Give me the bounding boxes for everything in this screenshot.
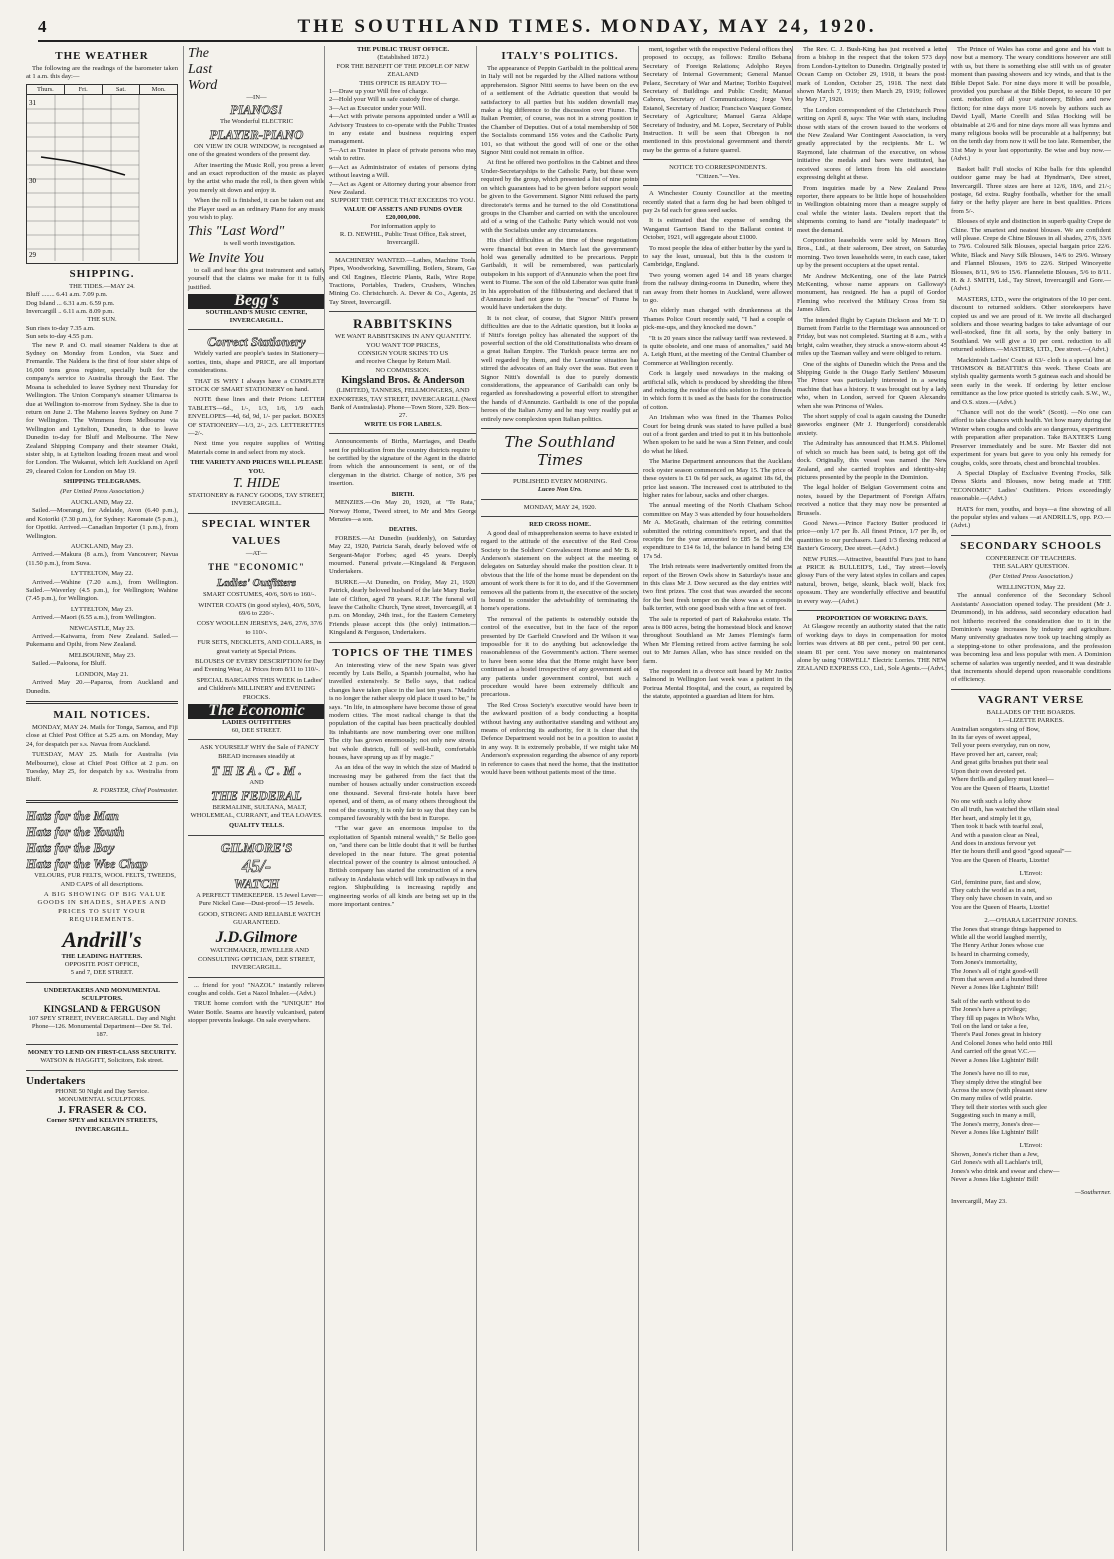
envoi-heading: L'Envoi: [1019, 1142, 1043, 1150]
poem-line: And Colonel Jones who held onto Hill [951, 1039, 1053, 1047]
economic-at: —AT— [245, 549, 268, 557]
news-paragraph: To most people the idea of either butter by the yard is, to say the least, unusual, but this is the custom in Cambridge, England. [643, 244, 793, 269]
poem-line: The Jones's merry, Jones's dree— [951, 1120, 1040, 1128]
news-paragraph: "It is 20 years since the railway tariff was reviewed. It is quite obsolete, and one mass of anomalies," said Mr A. Leigh Hunt, at the meeting of the Central Chamber of Commerce at Wellington recently. [643, 334, 793, 367]
gilmore-price: 45/- [242, 855, 271, 876]
news-paragraph: A Winchester County Councillor at the meeting recently stated that a farm dog he had been obliged to pay 2s 6d each for grass seed sacks. [643, 190, 793, 214]
economic-logo: The Economic [188, 704, 325, 718]
poem-line: Australian songsters sing of Bow, [951, 725, 1040, 733]
machinery-ad: MACHINERY WANTED.—Lathes, Machine Tools, Pipes, Woodworking, Sawmilling, Boilers, Steam, Gas and Oil Engines, Electric Plants, Rails, Wire Rope, Tractions, Portables, Traders, Crushers, Winches, Mining Co. Christchurch. A. Dever & Co., Agents, 29 Tay Street, Invercargill. [329, 256, 477, 306]
death-notice: BURKE.—At Dunedin, on Friday, May 21, 1920, Patrick, dearly beloved husband of the late Mary Burke, late of Clifton, aged 78 years. R.I.P. The funeral will leave the Catholic Church, Tyne street, Invercargill, at 1 p.m. on Monday, 24th inst., for the Eastern Cemetery. Friends please accept this (the only) intimation.—Kingsland & Ferguson, Undertakers. [329, 578, 477, 637]
poem-line: Never a Jones like Lightnin' Bill! [951, 1056, 1039, 1064]
telegram-place: LONDON, May 21. [75, 670, 129, 678]
poem-line: There's Paul Jones great in history [951, 1031, 1042, 1039]
rabbitskins-line: CONSIGN YOUR SKINS TO US [357, 350, 449, 357]
poem-line: Is heard in charming comedy, [951, 950, 1030, 958]
tide-row: Dog Island ... 6.31 a.m. 6.59 p.m. [26, 299, 115, 307]
fraser-firm: J. FRASER & CO. [57, 1104, 147, 1117]
mail-item: MONDAY, MAY 24. Mails for Tonga, Samoa, and Fiji close at Chief Post Office at 5.25 a.m. on Monday, May 24, for despatch per s.s. Navua from Auckland. [26, 723, 178, 748]
news-paragraph: An Irishman who was fined in the Thames Police Court for being drunk was stated to have pulled a bush out of a front garden and tried to put it in his buttonhole. When spoken to he said he was a Sinn Feiner, and could do what he liked. [643, 414, 793, 455]
hide-logo: T. HIDE [232, 476, 281, 491]
news-paragraph: The Rev. C. J. Bush-King has just received a letter from a bishop in the respect that the token 573 days from London-Lyttelton to Dunedin. Originally posted in Ocean Camp on October 29, 1918, it bears the post-mark of London, October 25, 1918. The next date shown March 7, 1919; then March 29, 1919; followed by May 17, 1920. [797, 46, 947, 104]
pianos-heading: PIANOS! [230, 102, 283, 118]
acm-goods: BERMALINE, SULTANA, MALT, WHOLEMEAL, CURRANT, and TEA LOAVES. [190, 803, 323, 819]
leader-paragraph: The Red Cross Society's executive would have been in the awkward position of a body conducting a hospital without having any authoritative standing and without any means of enforcing its authority, for it is clear that the Defence Department would not be in a position to assist it in any way. It is extremely probable, if we might take Mr Anderson's expression regarding the absence of any reports in reference to cases that need the home, that the institution would have been without patients most of the time. [481, 701, 639, 777]
poem-line: The Henry Arthur Jones whose cue [951, 942, 1044, 950]
column-6 [792, 46, 951, 1551]
page-number: 4 [38, 17, 47, 36]
economic-line: BLOUSES OF EVERY DESCRIPTION for Day and Evening Wear, At Prices from 8/11 to 110/-. [193, 658, 324, 674]
masthead [38, 14, 1096, 42]
telegram-text: Arrived.—Wahine (7.20 a.m.), from Wellington. Sailed.—Waverley (4.5 p.m.), for Wellington; Wahine (7.45 p.m.), for Wellington. [26, 578, 178, 603]
beggs-sub: SOUTHLAND'S MUSIC CENTRE, INVERCARGILL. [205, 308, 308, 324]
weather-intro: The following are the readings of the barometer taken at 1 a.m. this day:— [26, 65, 178, 81]
column-7 [946, 46, 1111, 1551]
poem-line: On many miles of wild prairie. [951, 1095, 1033, 1103]
unique-ad: TRUE home comfort with the "UNIQUE" Hot Water Bottle. Seams are heavily vulcanised, patent stopper prevents leakage. On sale everywhere. [188, 1000, 325, 1025]
hats-line: Hats for the Boy [26, 840, 115, 856]
topics-paragraph: An interesting view of the new Spain was given recently by Luis Bello, a Spanish journalist, who has travelled extensively. Sr Bello says, that radical changes have taken place in the last ten years. "Madrid is no longer the rather sleepy old place it used to be," he says. "In life, in atmosphere have become those of great modern cities. The most radical change is that the population of the capital has been practically doubled. Its inhabitants are now numbering over one million. The city has grown enormously; not only new streets, but whole districts, full of well-built, comfortable houses, have sprung up as if by magic." [329, 661, 477, 762]
columns [26, 46, 1111, 1551]
rabbitskins-firm: Kingsland Bros. & Anderson [341, 375, 465, 387]
gilmore-heading: GILMORE'S [220, 839, 293, 855]
telegram-place: NEWCASTLE, May 23. [69, 624, 135, 632]
poem-line: In its far eyes of sweet appeal, [951, 734, 1032, 742]
economic-heading: Ladies' Outfitters [216, 577, 297, 590]
acm-and: AND [249, 779, 264, 787]
newspaper-title: THE SOUTHLAND TIMES. MONDAY, MAY 24, 1920. [297, 16, 877, 37]
published-line: PUBLISHED EVERY MORNING. [512, 478, 608, 486]
notices-intro: Announcements of Births, Marriages, and Deaths sent for publication from the country districts require to be certified by the signature of the Agent in the district from which the announcement is sent, or of the clergyman in the district. Charge of notice, 3/6 per insertion. [329, 438, 477, 488]
acm-name: THE FEDERAL [211, 787, 302, 803]
tides-heading: THE TIDES.—MAY 24. [69, 282, 135, 290]
schools-sub: THE SALARY QUESTION. [992, 563, 1070, 571]
stationery-body: NOTE these lines and their Prices: LETTER TABLETS—6d., 1/-, 1/3, 1/6, 1/9 each. ENVELOPES—4d, 6d, 9d, 1/- per packet. BOXES OF STATIONERY—1/3, 2/-, 2/3. LETTERETTES—2/-. [188, 396, 325, 437]
piano-body: ON VIEW IN OUR WINDOW, is recognised as one of the greatest wonders of the present day. [188, 142, 325, 159]
piano-title-line: Last [188, 62, 213, 77]
poem-line: Salt of the earth without to do [951, 997, 1030, 1005]
poem-line: You are the Queen of Hearts, Lizette! [951, 903, 1050, 911]
telegram-text: Arrived.—Maori (6.55 a.m.), from Wellington. [32, 614, 156, 622]
day-label: Sat. [102, 85, 140, 94]
correspondents-reply: "Citizen."—Yes. [696, 172, 740, 180]
rabbitskins-line: NO COMMISSION. [375, 366, 431, 374]
news-paragraph: The intended flight by Captain Dickson and Mr T. D. Burnett from Fairlie to the Hermitage was announced on Friday, but was not completed. Starting at 8 a.m., with a bright, calm weather, they struck a snow-storm about 45 miles up the Tasman valley and were obliged to return. [797, 316, 947, 358]
day-label: Mon. [139, 85, 177, 94]
verse-sub: BALLADES OF THE BOARDS. [986, 708, 1076, 716]
poem-line: Her heart, and simply let it go, [951, 814, 1032, 822]
telegram-place: LYTTELTON, May 22. [70, 570, 134, 578]
stationery-heading: Correct Stationery [207, 334, 306, 350]
shipping-heading: SHIPPING. [69, 267, 135, 280]
public-trust-item: 5—Act as Trustee in place of private persons who may wish to retire. [329, 146, 477, 163]
advert-paragraph: The Prince of Wales has come and gone and his visit is now but a memory. The weary conditions however are still with us, but there is something else still with us of greater moment than passing showers and icy winds, and that is the Bible Depot Sale. For nine days more it will be possible, provided you purchase at the Bible Depot, to secure 10 per cent. reduction off all your stationery, Bibles and new fiction; for nine days more 1/6 novels by authors such as David Lyall, Marie Corelli and Silas Hocking will be obtainable at 2/6 and for nine days more all was hymns and many religious books will be procurable at a halfpenny; but on the tenth day from now it will be too late. Remember, the 31st May is your last opportunity. Be wise and buy now.—(Advt.) [951, 46, 1111, 163]
poem-stanza [951, 798, 1111, 865]
gilmore-watch: WATCH [233, 875, 280, 891]
rabbitskins-line: and receive Cheque by Return Mail. [355, 358, 451, 366]
fraser-sub: MONUMENTAL SCULPTORS. [58, 1096, 146, 1104]
poem-line: Shown, Jones's richer than a Jew, [951, 1150, 1039, 1158]
poem-line: You are the Queen of Hearts, Lizette! [951, 856, 1050, 864]
telegram-text: Sailed.—Moerangi, for Adelaide, Avon (6.40 p.m.), and Kotoriki (7.30 p.m.), for Sydney: Karomate (5 p.m.), for Opotiki. Arrived.—Canadian Importer (1 p.m.), from Wellington. [26, 507, 178, 540]
poem-stanza [951, 726, 1111, 793]
italy-paragraph: His chief difficulties at the time of these negotiations were financial but even in March last the government's hold was generally admitted to be precarious. Peppin Garibaldi, it will be remembered, was particularly outspoken in his support of d'Annunzio when the poet first went to Fiume. The son of the old Liberator was quite frank in his approbation of the filibustering and declared that if d'Annunzio had not gone to the "rescue" of Fiume he would have undertaken the duty. [481, 237, 639, 312]
rabbitskins-line: YOU WANT TOP PRICES, [365, 341, 440, 349]
poem-line: Have proved her art, career, real; [951, 750, 1038, 758]
verse-heading: VAGRANT VERSE [977, 693, 1085, 706]
economic-heading: THE "ECONOMIC" [208, 562, 305, 573]
news-paragraph: The London correspondent of the Christchurch Press writing on April 8, says: The War with stars, including those with stars of the crown issued to the workers of the New Zealand War Contingent Association, is very greatly appreciated by the recipients. Mr L. W. Raymond, late chairman of the executive, on whose initiative the medals and bars were instituted, has received scores of letters from his old associates expressing delight at these. [797, 106, 947, 182]
hats-line: Hats for the Youth [26, 824, 125, 840]
acm-quality: QUALITY TELLS. [229, 822, 284, 830]
telegram-place: MELBOURNE, May 23. [68, 651, 136, 659]
advert-paragraph: Blouses of style and distinction in superb quality Crepe de Chine. The smartest and neatest blouses. We are confident will please. Crepe de Chine Blouses in all shades, 27/6, 33/6 to 79/6. Coloured Silk Blouses, special bargain price 22/6. White, Black and Navy Silk Blouses, 14/6 to 29/6. Winsey and Flannel Blouses, 19/6 to 22/6. Striped Winceyette Blouses, 8/11, 9/6 to 15/6. Flannelette Blouses, 5/6 to 8/11. H. & J. SMITH, Ltd., Tay Street, Invercargill and Gore.—(Advt.) [951, 218, 1111, 293]
advert-paragraph: Mackintosh Ladies' Coats at 63/- cloth is a special line at THOMSON & BEATTIE'S this week. These Coats are stylish quality garments worth 5 guineas each and should be seen early in the week. If ordering by letter enclose remittance as the low price quoted is strictly cash. S.W., W., and O.S. sizes.—(Advt.) [951, 356, 1111, 406]
hide-sub: STATIONERY & FANCY GOODS, TAY STREET, INVERCARGILL. [188, 492, 325, 508]
gilmore-role: WATCHMAKER, JEWELLER AND CONSULTING OPTICIAN, DEE STREET, INVERCARGILL. [197, 947, 316, 972]
advert-paragraph: MASTERS, LTD., were the originators of the 10 per cent. discount to returned soldiers. Other storekeepers have copied us and we are proud of it. We invite all discharged soldiers and those wearing badges to take advantage of our well-stocked, fine fit all sorts, by the only battery in Southland. We will give a 10 per cent. reduction to all returned soldiers.—MASTERS, LTD., Dee street.—(Advt.) [951, 295, 1111, 354]
barometer-days [27, 85, 177, 95]
schools-sub: CONFERENCE OF TEACHERS. [985, 554, 1077, 562]
column-5 [638, 46, 797, 1551]
money-text: MONEY TO LEND ON FIRST-CLASS SECURITY. [27, 1048, 177, 1056]
telegram-place: AUCKLAND, May 22. [70, 498, 134, 506]
poem-line: They simply drive the stingful bee [951, 1078, 1042, 1086]
day-label: Thurs. [36, 85, 54, 93]
column-2 [183, 46, 329, 1551]
poem-line: And with a passion clear as Neal, [951, 831, 1040, 839]
andrills-address: OPPOSITE POST OFFICE, [64, 961, 140, 968]
public-trust-item: 7—Act as Agent or Attorney during your absence from New Zealand. [329, 180, 477, 196]
leader-date: MONDAY, MAY 24, 1920. [523, 503, 597, 511]
poem-line: Across the snow (with pleasant stew [951, 1086, 1048, 1094]
public-trust-sub: FOR THE BENEFIT OF THE PEOPLE OF NEW ZEALAND [336, 62, 470, 79]
poem-line: They only have chosen in vain, and so [951, 895, 1053, 903]
proportion-paragraph: At Glasgow recently an authority stated that the ratio of working days to days in compensation for motor lorries was drivers at 88 per cent., petrol 90 per cent., steam 81 per cent. You save money on maintenance alone by using "ORWELL" Electric Lorries. THE NEW ZEALAND EXPRESS CO., Ltd., Sole Agents.—(Advt.) [797, 623, 948, 673]
telegram-place: LYTTELTON, May 23. [70, 605, 134, 613]
andrills-logo: Andrill's [62, 926, 142, 952]
piano-body: After inserting the Music Roll, you press a lever, and an exact reproduction of the music as played by the artist who made the roll, is then given while you merely sit down and enjoy it. [188, 161, 325, 194]
stationery-body: Widely varied are people's tastes in Stationery—sorties, tints, shape and PRICE, are all important considerations. [188, 350, 325, 375]
economic-line: FUR SETS, NECKLETS, AND COLLARS, in great variety at Special Prices. [197, 639, 322, 655]
postmaster-signature: R. FORSTER, Chief Postmaster. [93, 786, 178, 794]
sun-heading: THE SUN. [87, 316, 117, 324]
day-label: Fri. [64, 85, 102, 94]
poem-line: And does in anxious fervour yet [951, 839, 1036, 847]
weather-heading: THE WEATHER [55, 50, 149, 62]
column-3 [324, 46, 481, 1551]
public-trust-value: VALUE OF ASSETS AND FUNDS OVER £20,000,000. [343, 205, 463, 222]
poem-line: Tell your peers everyday, run on now, [951, 742, 1051, 750]
poem-line: Where thrills and gallery must kneel— [951, 776, 1054, 784]
news-paragraph: An elderly man charged with drunkenness at the Thames Police Court recently said, "I had a couple of pick-me-ups, and they knocked me down." [643, 307, 793, 332]
poem-line: Girl, feminine pure, fast and slow, [951, 878, 1042, 886]
public-trust-info: For information apply to [370, 222, 436, 230]
shipping-body: The new P. and O. mail steamer Naldera is due at Sydney on Monday from London, via Suez and Fremantle. The Naldera is the first of four sister ships of 16,000 tons gross register, specially built for the company's service to Australia through the East. The Moana is scheduled to leave Sydney next Thursday for Wellington. The Union Company's steamer Ulimaroa is due at Wellington to-morrow from Sydney. She is due to return on June 2. The Maheno leaves Sydney on June 7 for Wellington. The Wimmera from Melbourne via Wellington and Lyttelton, Dunedin, is due to leave Dunedin to-day for Bluff and Melbourne. The New Zealand Shipping Company and their steamer Otaki, sister ship, is at Lyttelton loading frozen meat and wool for London. The Wakanui, which left Auckland on April 29, cleared Colon for London on May 19. [26, 341, 178, 475]
poem-stanza [951, 1070, 1111, 1137]
piano-repeat-body: is well worth investigation. [223, 240, 296, 248]
acm-ask: ASK YOURSELF WHY the Sale of FANCY BREAD increases steadily at [199, 744, 320, 760]
fraser-address: Corner SPEY and KELVIN STREETS, INVERCARGILL. [46, 1117, 158, 1133]
poem-title: 1.—LIZETTE PARKES. [998, 717, 1064, 725]
hats-showing: A BIG SHOWING OF BIG VALUE GOODS IN SHADES, SHAPES AND PRICES TO SUIT YOUR REQUIREMENTS. [37, 890, 167, 924]
news-paragraph: Good News.—Prince Factory Butter produced in price—only 1/7 per lb. All finest Prince, 1/7 per lb, on quantities to our purchasers. Lard 1/3 flexing reduced at Baxter's Grocery, Dee street.—(Advt.) [797, 519, 947, 553]
birth-notice: MENZIES.—On May 20, 1920, at "Te Rata," Norway Home, Tweed street, to Mr and Mrs George Menzies—a son. [329, 499, 477, 523]
poem-line: Never a Jones like Lightnin' Bill! [951, 1128, 1039, 1136]
economic-logo-sub: LADIES OUTFITTERS [222, 718, 291, 726]
scale-label: 31 [29, 98, 36, 107]
tide-row: Bluff ........ 6.41 a.m. 7.09 p.m. [26, 291, 108, 299]
stationery-body: THAT IS WHY I always have a COMPLETE STOCK OF SMART STATIONERY on hand. [188, 377, 325, 393]
poem-stanza [951, 879, 1111, 913]
public-trust-item: 1—Draw up your Will free of charge. [329, 88, 429, 96]
piano-body: The Wonderful ELECTRIC [220, 118, 293, 126]
piano-title-line: The [188, 46, 209, 61]
leader-paragraph: A good deal of misapprehension seems to have existed in regard to the attitude of the executive of the Red Cross Society to the Soldiers' Convalescent Home and Mr B. R. Anderson's statement on the subject at the meeting of delegates on Saturday should make the position clear. It is obvious that the life of the home must be dependent on the amount of work there is for it to do, and if the Government removes all the patients from it, the executive of the society is bound to consider the advisability of terminating the home's operations. [481, 529, 639, 613]
news-paragraph: Corporation leaseholds were sold by Messrs Bray Bros., Ltd., at their saleroom, Dee street, on Saturday morning. Two town leaseholds were, in each case, taken up by the present occupiers at the upset rental. [797, 236, 947, 270]
poem-line: The Jones's have a privilege; [951, 1006, 1027, 1014]
public-trust-item: 6—Act as Administrator of estates of persons dying without leaving a Will. [329, 163, 477, 180]
news-paragraph: NEW FURS.—Attractive, beautiful Furs just to hand at PRICE & BULLEID'S, Ltd., Tay street—lovely glossy Furs of the very latest styles in collars and capes, natural, brown, beige, skunk, black wolf, black fox, opossum. They are wonderfully effective and beautiful in every way.—(Advt.) [797, 555, 947, 605]
news-paragraph: The Admiralty has announced that H.M.S. Philomel, of which so much has been said, is being got off the dock. Originally, this vessel was named the New Zealand, and she carried trophies and identity-ship pictures presented by the people in the Dominion. [797, 440, 947, 481]
piano-in: —IN— [246, 94, 267, 101]
poem-line: Never a Jones like Lightnin' Bill! [951, 1175, 1039, 1183]
poem-line: Suggesting such in many a mill, [951, 1112, 1036, 1120]
topics-paragraph: As an idea of the way in which the size of Madrid is increasing may be gathered from the fact that the number of houses actually under construction exceeds one thousand. Several first-rate hotels have been opened, and of them, as of many others throughout the rest of the country, it is only fair to say that they can be compared favourably with the best in Europe. [329, 764, 477, 822]
topics-paragraph: "The war gave an enormous impulse to the exploitation of Spanish mineral wealth," Sr Bello goes on, "and there can be little doubt that it will be further developed in the near future. The great potential electrical power of the country is almost untouched. A British company has started the construction of a new railway in Andalusia which will link up railways in that region. Shipbuilding is increasing rapidly and engineering works of all kinds are being set up in the more important centres." [329, 825, 477, 908]
money-firm: WATSON & HAGGITT, Solicitors, Esk street. [40, 1057, 164, 1065]
economic-line: SPECIAL BARGAINS THIS WEEK in Ladies' and Children's MILLINERY and EVENING FROCKS. [196, 676, 323, 701]
piano-invite-body: to call and hear this great instrument and satisfy yourself that the claims we make for it is fully justified. [188, 266, 325, 291]
economic-address: 60, DEE STREET. [231, 726, 282, 734]
telegrams-heading: SHIPPING TELEGRAMS. [63, 478, 141, 486]
gilmore-body: A PERFECT TIMEKEEPER. 15 Jewel Lever—Pure Nickel Case—Dust-proof—15 Jewels. [196, 891, 323, 908]
poem-line: The Jones's all of right good-will [951, 967, 1039, 975]
news-paragraph: The respondent in a divorce suit heard by Mr Justice Salmond in Wellington last week was a patient in the Porirua Mental Hospital, and the court, as required by the statute, appointed a guardian ad litem for him. [643, 668, 793, 701]
poem-line: Girl Jones's with all Lachlan's trill, [951, 1159, 1043, 1167]
italy-paragraph: The appearance of Peppin Garibaldi in the political arena in Italy will not be regarded by the Allied nations without apprehension. Signor Nitti seems to have been on the eve of a settlement of the Adriatic question that would be satisfactory to all parties but his sudden downfall may make a big difference to the discussion over Fiume. The Italian Premier, of course, was not in a strong position in the Chamber of Deputies. Out of a total membership of 508 the Socialists command 156 votes and the Catholic Party 101, so that without the good will of one or the other Signor Nitti could not remain in office. [481, 65, 639, 157]
poem-line: They tell their stories with such glee [951, 1103, 1047, 1111]
italy-heading: ITALY'S POLITICS. [501, 50, 619, 62]
news-paragraph: Mr Andrew McKenting, one of the late Patrick McKenting, whose name appears on Galloway's monument, has resigned. He has a pupil of Gordon Fleming who received the Military Cross from Sir James Allen. [797, 272, 947, 314]
advert-paragraph: "Chance will not do the work" (Scott). —No one can afford to take chances with health. Yet how many during the Winter when coughs and colds are so dangerous, experiment with preparation after preparation. Take BAXTER'S Lung Preserver immediately and be sure. Mr Baxter did not experiment for years but gave to you only his remedy for coughs, colds, sore throats, chest and bronchial troubles. [951, 409, 1111, 467]
hats-body: VELOURS, FUR FELTS, WOOL FELTS, TWEEDS, AND CAPS of all descriptions. [34, 872, 176, 888]
poem-line: They fill up pages in Who's Who, [951, 1014, 1040, 1022]
piano-title-line: Word [188, 78, 218, 93]
economic-heading: VALUES [231, 534, 282, 547]
poem-line: And great gifts brushes put their seal [951, 759, 1049, 767]
verse-signature: —Southerner. [1074, 1189, 1111, 1197]
poem-line: Then took it back with tearful zeal, [951, 823, 1044, 831]
public-trust-item: 3—Act as Executor under your Will. [329, 104, 427, 112]
schools-heading: SECONDARY SCHOOLS [960, 539, 1102, 552]
piano-invite: We Invite You [188, 250, 264, 266]
gilmore-good: GOOD, STRONG AND RELIABLE WATCH GUARANTEED. [198, 910, 321, 926]
news-paragraph: Cork is largely used nowadays in the making of artificial silk, which is produced by shredding the fibres and reducing the residue of this solution to fine threads, in which form it is used as the basis for the construction of cotton. [643, 370, 793, 411]
public-trust-officer: R. D. NEWHIL, Public Trust Office, Esk street, Invercargill. [339, 230, 467, 247]
news-paragraph: It is estimated that the expense of sending the Wanganui Garrison Band to the Ballarat contest in October, 1921, will aggregate about £1000. [643, 217, 793, 242]
news-paragraph: Two young women aged 14 and 18 years charged from the railway dining-rooms in Dunedin, where they ran away from their homes in Auckland, were allowed to go. [643, 271, 793, 304]
poem-stanza [951, 998, 1111, 1065]
leader-paragraph: The removal of the patients is ostensibly outside the control of the executive, but in the face of the report presented by Dr Garfield Crawford and Dr Wilson it was impossible for it to do anything but acknowledge the reasonableness of the Government's action. There seemed to have been some idea that the Home might have been continued as a hostel irrespective of any government aid or any patients under government control, but such a procedure would have been extremely difficult and precarious. [481, 615, 639, 699]
public-trust-ready: THIS OFFICE IS READY TO— [359, 79, 447, 87]
economic-line: SMART COSTUMES, 40/6, 50/6 to 160/-. [202, 591, 317, 599]
schools-body: The annual conference of the Secondary School Assistants' Association opened today. The president (Mr J. Drummond), in his address, said secondary education had not hitherto received the consideration due to it in the Dominion's wage increases by industry and agriculture. Many university graduates now took up teaching simply as a stepping-stone to other professions, and the profession was becoming less and less popular with men. A Dominion scheme of salaries was urgently needed, and it was desirable that increments should depend upon reasonable conditions of efficiency. [951, 592, 1111, 684]
scale-label: 29 [29, 250, 36, 259]
fraser-phone: PHONE 50 Night and Day Service. [55, 1087, 149, 1095]
economic-line: WINTER COATS (in good styles), 40/6, 50/6, 69/6 to 220/-. [198, 601, 321, 618]
public-trust-item: 2—Hold your Will in safe custody free of charge. [329, 96, 460, 104]
verse-footer: Invercargill, May 23. [951, 1197, 1007, 1205]
schools-byline: (Per United Press Association.) [989, 572, 1073, 580]
poem-stanza [951, 1151, 1111, 1185]
mail-heading: MAIL NOTICES. [53, 708, 151, 721]
undertakers-address: 107 SPEY STREET, INVERCARGILL. Day and Night Phone—126. Monumental Department—Dee St. Tel. 187. [28, 1014, 176, 1039]
correspondents-heading: NOTICE TO CORRESPONDENTS. [669, 164, 767, 172]
public-trust-est: (Established 1872.) [377, 54, 429, 62]
poem-line: The Jones that strange things happened to [951, 925, 1062, 933]
poem-line: The Jones's have no ill to rue, [951, 1070, 1030, 1078]
public-trust-support: SUPPORT THE OFFICE THAT EXCEEDS TO YOU. [330, 197, 476, 205]
italy-paragraph: It is not clear, of course, that Signor Nitti's present difficulties are due to the Adriatic question, but it looks as if Nitti's foreign policy has alienated the support of the powerful section of the old Constitutionalists who dream of a great Italian Empire. The Turkish peace terms are not well regarded by them, and the Levantine situation has stirred the advocates of an Italy over the seas. But even if Signor Nitti's downfall is due to purely domestic considerations, the appearance of Garibaldi can only be regarded as foreshadowing a powerful effort to strengthen the hands of d'Annunzio. Garibaldi is one of the popular heroes of the Italian Army and he may very readily put an entirely new complexion upon Italian politics. [481, 314, 639, 423]
mexico-paragraph: ment, together with the respective Federal offices they proposed to occupy, as follows: Emilio Bebana, Secretary of Foreign Relations; Adolpho Reyes, Secretary of Internal Government; General Manuel Pelaez, Secretary of War and Marine; Toribio Esquivel, Secretary of Buildings and Public Credit; Manuel Cabrera, Secretary of Communications; Jorge Vera Estanol, Secretary of Justice; Francisco Vasquez Gomez, Secretary of Agriculture; Manuel Garza Aldape, Secretary of Industry, and M. Lopez, Secretary of Public Instruction. It will be seen that Obregon is not mentioned in this provisional government and therein may be the germs of a future quarrel. [643, 46, 793, 154]
scale-label: 30 [29, 176, 36, 185]
poem-line: Toil on the land or take a fee, [951, 1023, 1029, 1031]
advert-paragraph: A Special Display of Exclusive Evening Frocks, Silk Dress Skirts and Blouses, now being made at THE "ECONOMIC" Ladies' Outfitters. Prices exceedingly reasonable.—(Advt.) [951, 469, 1111, 503]
hats-line: Hats for the Man [26, 808, 119, 824]
piano-body: When the roll is finished, it can be taken out and the Player used as an ordinary Piano for any music you wish to play. [188, 197, 325, 222]
stationery-body: Next time you require supplies of Writing Materials come in and select from my stock. [188, 440, 325, 456]
poem-line: And carried off the great V.C.— [951, 1048, 1036, 1056]
advert-paragraph: Basket ball! Full stocks of Kibe balls for this splendid outdoor game may be had at Hyndman's, Dee street, Invercargill. Three sizes are here at 12/6, 18/6, and 21/-; postage, 6d extra. Rugby footballs, whether for the small fairy or the hefty player are here in best qualities. Prices from 5/-. [951, 165, 1111, 215]
deaths-heading: DEATHS. [388, 526, 418, 534]
piano-repeat-title: This "Last Word" [188, 224, 285, 240]
italy-paragraph: At first he offered two portfolios in the Cabinet and three Under-Secretaryships to the Catholic Party, but these were required by the group, which presented a list of nine points on which guarantees had to be given before support would be given to the Government. Signor Nitti refused the party directorate's terms and he turned to the old Constitutional groups in the Chamber and carried on with the uncoloured aid of a wing of the Catholic Party which would not vote with the Socialists under any circumstances. [481, 159, 639, 234]
gilmore-logo: J.D.Gilmore [215, 929, 298, 947]
telegram-text: Arrived.—Makura (8 a.m.), from Vancouver; Navua (11.50 p.m.), from Suva. [26, 551, 178, 567]
poem-1 [951, 717, 1111, 912]
birth-heading: BIRTH. [391, 490, 415, 498]
sun-row: Sun rises to-day 7.35 a.m. [26, 324, 95, 332]
schools-dateline: WELLINGTON, May 22. [996, 583, 1066, 591]
motto: Luceo Non Uro. [537, 486, 583, 494]
poem-line: Never a Jones like Lightnin' Bill! [951, 984, 1039, 992]
poem-line: Tom Jones's immortality, [951, 959, 1018, 967]
news-paragraph: The sale is reported of part of Rakahouka estate. The area is 800 acres, being the homestead block and known throughout Southland as Mr James Fleming's farm. When Mr Fleming retired from active farming he sold out to Mr James Allan, who has since resided on the farm. [643, 615, 793, 665]
poem-line: You are the Queen of Hearts, Lizette! [951, 784, 1050, 792]
column-4 [476, 46, 643, 1551]
rabbitskins-line: WE WANT RABBITSKINS IN ANY QUANTITY. [334, 333, 472, 341]
poem-line: Upon their own devoted pet. [951, 767, 1027, 775]
hats-line: Hats for the Wee Chap [26, 856, 148, 872]
news-paragraph: The annual meeting of the North Chatham School committee on May 3 was attended by four householders. Mr A. McGrath, chairman of the retiring committee submitted the retiring committee's report, and that the receipts for the year amounted to £85 5s 5d and the expenditure to £14 6s 1d, the balance in hand being £38 17s 5d. [643, 502, 793, 560]
public-trust-heading: THE PUBLIC TRUST OFFICE. [356, 46, 450, 53]
proportion-heading: PROPORTION OF WORKING DAYS. [816, 615, 928, 622]
news-paragraph: One of the sights of Dunedin which the Press and the Shipping Guide is the Otago Early Settlers' Museum. The Prince was particularly interested in a sewing machine that has a history. It was brought out by a lady who, when in London, served for Queen Alexandra when she was Princess of Wales. [797, 360, 947, 410]
news-paragraph: The legal holder of Belgian Government coins and notes, issued by the Department of Foreign Affairs, received a notice that they may now be presented at Brussels. [797, 484, 947, 517]
telegram-text: Arrived May 20.—Paparoa, from Auckland and Dunedin. [26, 679, 178, 695]
telegram-text: Sailed.—Paloona, for Bluff. [32, 660, 107, 668]
beggs-logo: Begg's [188, 294, 325, 308]
column-1 [26, 46, 182, 1551]
economic-line: COSY WOOLLEN JERSEYS, 24/6, 27/6, 37/6 to 110/-. [196, 620, 323, 636]
andrills-address: 5 and 7, DEE STREET. [70, 969, 134, 977]
barometer-chart [26, 84, 178, 264]
poem-2 [951, 917, 1111, 1184]
advert-paragraph: HATS for men, youths, and boys—a fine showing of all the popular styles and values —at ANDRILL'S, opp. P.O.—(Advt.) [951, 505, 1111, 530]
envoi-heading: L'Envoi: [1019, 870, 1043, 878]
poem-line: On all truth, has watched the villain steal [951, 806, 1060, 814]
player-piano-heading: PLAYER-PIANO [209, 126, 304, 142]
fraser-heading: Undertakers [26, 1074, 86, 1087]
poem-stanza [951, 926, 1111, 993]
leader-heading: RED CROSS HOME. [529, 521, 591, 529]
news-paragraph: The Irish retreats were inadvertently omitted from the report of the Brown Owls show in Saturday's issue and in this class Mr J. Dow secured as the day entries with two first prizes. The cost that was awarded the second for the best fresh temper on the show was a composite balk terrier, with one good bush with a fine set of feet. [643, 563, 793, 613]
poem-title: 2.—O'HARA LIGHTNIN' JONES. [984, 917, 1078, 925]
undertakers-firm: KINGSLAND & FERGUSON [43, 1003, 161, 1014]
sun-row: Sun sets to-day 4.55 p.m. [26, 333, 93, 341]
news-paragraph: The Marine Department announces that the Auckland rock oyster season commenced on May 15. The price of these oysters is £1 0s 6d per sack, as against 18s 6d, the price last season. The increased cost is attributed to the higher rates for labour, sacks and other charges. [643, 458, 793, 499]
rabbitskins-firm-sub: (LIMITED), TANNERS, FELLMONGERS, AND EXPORTERS, TAY STREET, INVERCARGILL (Next Bank of Australasia). Phone—Town Store, 329. Box—27. [329, 387, 477, 420]
andrills-tagline: THE LEADING HATTERS. [61, 952, 143, 960]
death-notice: FORBES.—At Dunedin (suddenly), on Saturday, May 22, 1920, Patricia Sarah, dearly beloved wife of Sergeant-Major Forbes; aged 45 years. Deeply mourned. Funeral private.—Kingsland & Ferguson, Undertakers. [329, 534, 477, 576]
acm-name: T H E A . C . M . [211, 763, 302, 779]
news-paragraph: The short supply of coal is again causing the Dunedin gasworks engineer (Mr J. Hungerford) considerable anxiety. [797, 413, 947, 437]
nazol-ad: ... friend for you! "NAZOL" instantly relieves coughs and colds. Get a Nazol Inhaler.—(Advt.) [188, 981, 325, 997]
topics-heading: TOPICS OF THE TIMES [332, 646, 474, 659]
economic-heading: SPECIAL WINTER [201, 517, 312, 530]
poem-line: No one with such a lofty show [951, 797, 1032, 805]
telegram-place: AUCKLAND, May 23. [70, 543, 134, 550]
undertakers-heading: UNDERTAKERS AND MONUMENTAL SCULPTORS. [43, 986, 161, 1003]
poem-line: While all the world laughed merrily, [951, 934, 1047, 941]
poem-line: Her tie hours thrill and good "good squeal"— [951, 848, 1072, 856]
telegram-text: Arrived.—Kaiwarra, from New Zealand. Sailed.—Pukemanu and Opihi, from New Zealand. [26, 633, 178, 649]
southland-times-title: The Southland Times [504, 433, 616, 470]
public-trust-item: 4—Act with private persons appointed under a Will as Advisory Trustees to co-operate with the Public Trustee in any estate and business requiring expert management. [329, 113, 477, 146]
mail-item: TUESDAY, MAY 25. Mails for Australia (via Melbourne), close at Chief Post Office at 2 p.m. on Tuesday, May 25, for despatch by s.s. Westralia from Bluff. [26, 751, 178, 784]
poem-line: They catch the world as in a net, [951, 886, 1037, 894]
barometer-grid [27, 95, 177, 261]
news-paragraph: From inquiries made by a New Zealand Press reporter, there appears to be little hope of householders in Wellington obtaining more than a meagre supply of coal while the winter lasts. Dealers report that the shipments coming to hand are "totally inadequate" to meet the demand. [797, 184, 947, 234]
telegrams-byline: (Per United Press Association.) [60, 487, 144, 495]
rabbitskins-heading: RABBITSKINS [353, 316, 453, 332]
stationery-tag: THE VARIETY AND PRICES WILL PLEASE YOU. [190, 459, 323, 475]
rabbitskins-write: WRITE US FOR LABELS. [364, 420, 442, 428]
poem-line: Jones's who drink and swear and chew— [951, 1167, 1060, 1175]
poem-line: From that seven and a hundred three [951, 976, 1048, 984]
tide-row: Invercargill .. 6.11 a.m. 8.09 p.m. [26, 308, 115, 316]
